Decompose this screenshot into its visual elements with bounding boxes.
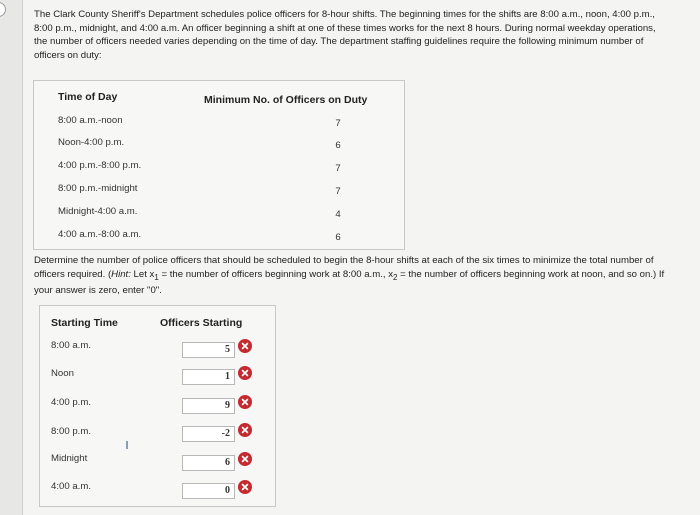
answer-row-label: Noon bbox=[51, 368, 74, 379]
incorrect-x-icon bbox=[238, 452, 252, 466]
incorrect-x-icon bbox=[238, 423, 252, 437]
officers-input[interactable]: 6 bbox=[182, 455, 235, 471]
officers-input[interactable]: -2 bbox=[182, 426, 235, 442]
duty-min: 7 bbox=[335, 163, 341, 174]
duty-min: 7 bbox=[335, 118, 341, 129]
answer-table bbox=[39, 305, 276, 507]
duty-time: 4:00 a.m.-8:00 a.m. bbox=[58, 229, 142, 240]
answer-row-label: 4:00 a.m. bbox=[51, 481, 91, 492]
officers-input[interactable]: 5 bbox=[182, 342, 235, 358]
incorrect-x-icon bbox=[238, 339, 252, 353]
duty-row bbox=[58, 160, 341, 176]
duty-min: 4 bbox=[335, 209, 341, 220]
question-panel bbox=[22, 0, 700, 515]
officers-input[interactable]: 1 bbox=[182, 369, 235, 385]
duty-time: 8:00 p.m.-midnight bbox=[58, 183, 138, 194]
duty-time: 8:00 a.m.-noon bbox=[58, 115, 123, 126]
duty-min: 6 bbox=[335, 232, 341, 243]
answer-row-label: 8:00 p.m. bbox=[51, 426, 91, 437]
officers-input[interactable]: 9 bbox=[182, 398, 235, 414]
incorrect-x-icon bbox=[238, 395, 252, 409]
staffing-table bbox=[33, 80, 405, 250]
answer-row-label: 4:00 p.m. bbox=[51, 397, 91, 408]
duty-row bbox=[58, 137, 341, 153]
duty-min: 7 bbox=[335, 186, 341, 197]
duty-row bbox=[58, 115, 341, 131]
duty-row bbox=[58, 183, 341, 199]
officers-input[interactable]: 0 bbox=[182, 483, 235, 499]
col-starting-time: Starting Time bbox=[51, 317, 118, 329]
answer-row-label: Midnight bbox=[51, 453, 88, 464]
col-time-of-day: Time of Day bbox=[58, 91, 118, 103]
duty-min: 6 bbox=[335, 140, 341, 151]
text-cursor bbox=[126, 441, 128, 449]
col-officers-starting: Officers Starting bbox=[160, 317, 243, 329]
hint-label: Hint: bbox=[111, 268, 131, 280]
incorrect-x-icon bbox=[238, 480, 252, 494]
duty-time: Noon-4:00 p.m. bbox=[58, 137, 125, 148]
question-text: Determine the number of police officers that should be scheduled to begin the 8-hour shifts at each of the six times to minimize the total number of officers required. (Hint: Let $x_1$ = the number of officers beginning work at 8:00 a.m., $x_2$ = the number of officers beginning work at noon, and so on.) If your answer is zero, enter "0". bbox=[34, 255, 665, 297]
left-circle-marker bbox=[0, 2, 6, 17]
col-minimum-officers: Minimum No. of Officers on Duty bbox=[204, 94, 368, 106]
duty-row bbox=[58, 229, 341, 245]
problem-intro: The Clark County Sheriff's Department schedules police officers for 8-hour shifts. The beginning times for the shifts are 8:00 a.m., noon, 4:00 p.m., 8:00 p.m., midnight, and 4:00 a.m. An officer beginning a shift at one of these times works for the next 8 hours. During normal weekday operations, the number of officers needed varies depending on the time of day. The department staffing guidelines require the following minimum number of officers on duty: bbox=[34, 9, 656, 61]
incorrect-x-icon bbox=[238, 366, 252, 380]
duty-time: Midnight-4:00 a.m. bbox=[58, 206, 138, 217]
duty-time: 4:00 p.m.-8:00 p.m. bbox=[58, 160, 142, 171]
answer-row-label: 8:00 a.m. bbox=[51, 340, 91, 351]
duty-row bbox=[58, 206, 341, 222]
